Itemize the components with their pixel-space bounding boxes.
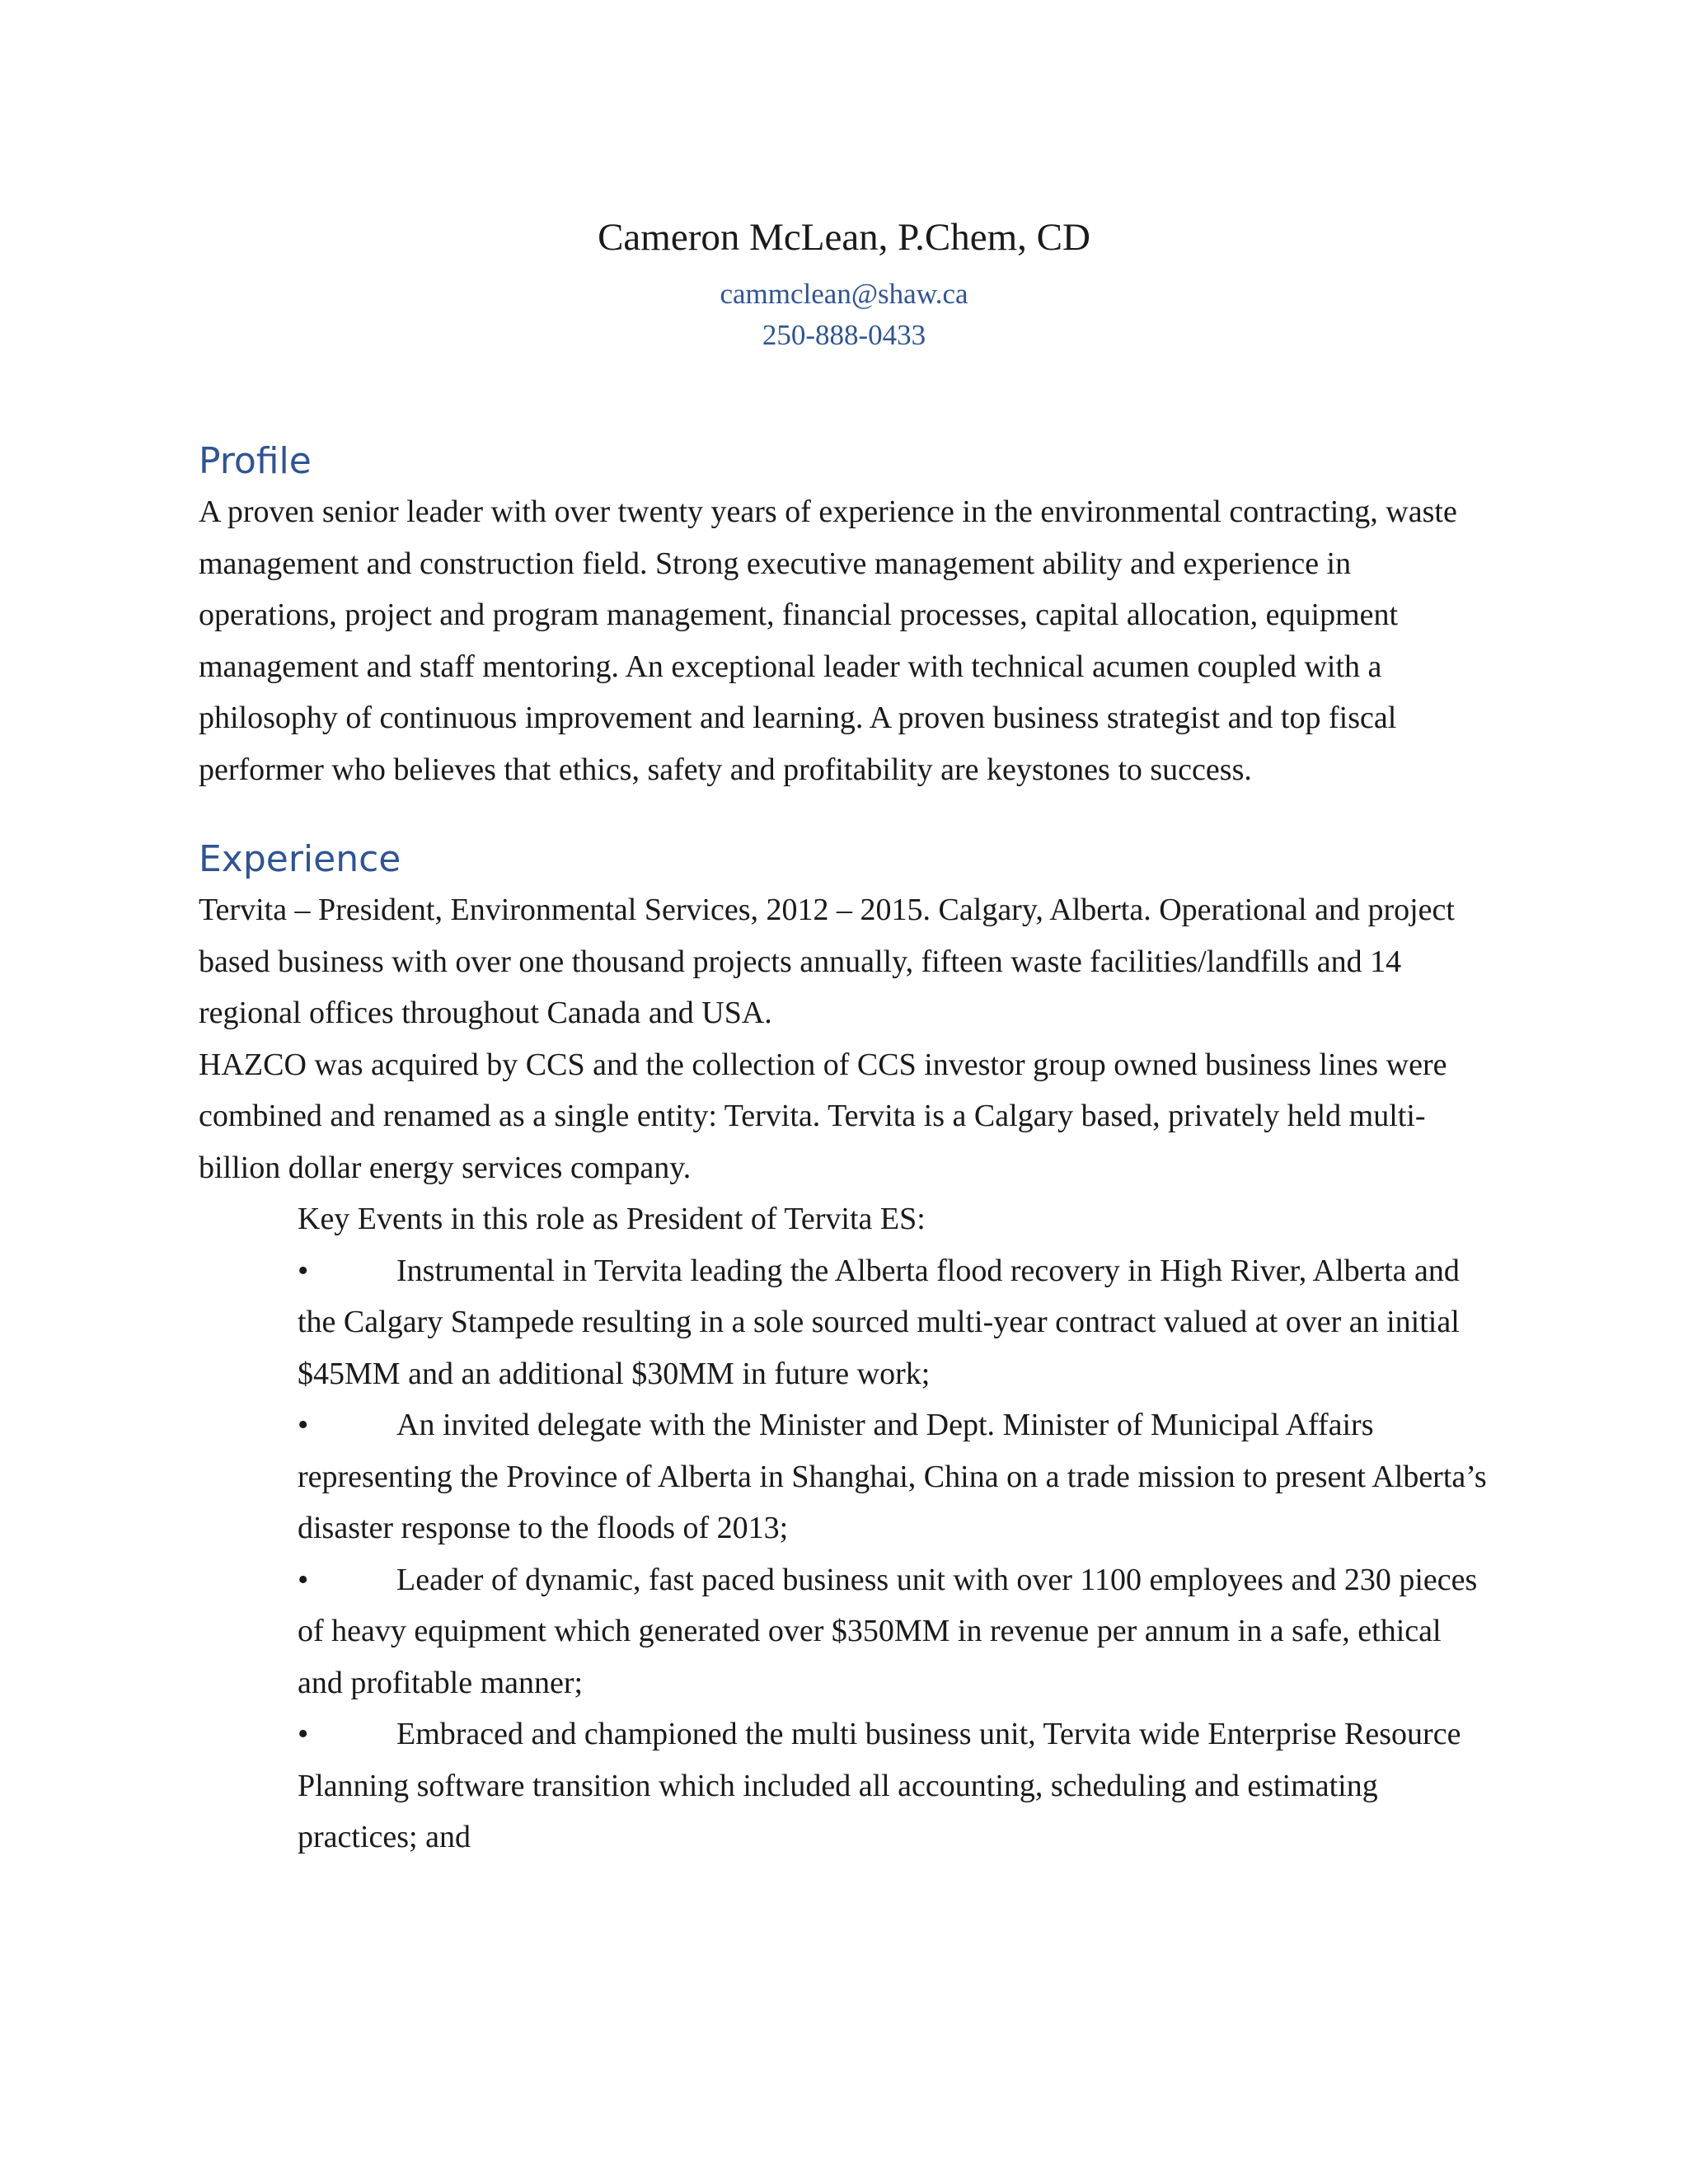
contact-block xyxy=(0,274,1688,356)
key-event-text: An invited delegate with the Minister and Dept. Minister of Municipal Affairs representing the Province of Alberta in Shanghai, China on a trade mission to present Alberta’s disaster response to the floods of 2013; xyxy=(298,1408,1487,1545)
bullet-icon: • xyxy=(298,1562,309,1597)
bullet-icon: • xyxy=(298,1408,309,1442)
key-events-label: Key Events in this role as President of Tervita ES: xyxy=(298,1202,926,1236)
experience-role-text: Tervita – President, Environmental Services, 2012 – 2015. Calgary, Alberta. Operational and project based business with over one thousand projects annually, fifteen waste facilities/landfills and 14 regional offices throughout Canada and USA. xyxy=(199,893,1455,1030)
email-link[interactable]: cammclean@shaw.ca xyxy=(720,278,968,310)
bullet-icon: • xyxy=(298,1253,309,1288)
experience-heading: Experience xyxy=(199,838,401,880)
bullet-icon: • xyxy=(298,1717,309,1751)
section-spacer xyxy=(199,795,1493,835)
list-item xyxy=(298,1554,1493,1709)
key-event-text: Leader of dynamic, fast paced business unit with over 1100 employees and 230 pieces of heavy equipment which generated over $350MM in revenue per annum in a safe, ethical and profitable manner; xyxy=(298,1562,1478,1700)
experience-acquisition-text: HAZCO was acquired by CCS and the collection of CCS investor group owned business lines were combined and renamed as a single entity: Tervita. Tervita is a Calgary based, privately held multi-billion dollar energy services company. xyxy=(199,1047,1447,1185)
phone-number: 250-888-0433 xyxy=(762,319,926,351)
key-event-text: Instrumental in Tervita leading the Alberta flood recovery in High River, Alberta and the Calgary Stampede resulting in a sole sourced multi-year contract valued at over an initial $45MM and an additional $30MM in future work; xyxy=(298,1253,1460,1391)
list-item xyxy=(298,1708,1493,1863)
key-events-block xyxy=(298,1193,1493,1863)
key-event-text: Embraced and championed the multi business unit, Tervita wide Enterprise Resource Planning software transition which included all accounting, scheduling and estimating practices; and xyxy=(298,1717,1461,1854)
profile-heading: Profile xyxy=(199,440,312,482)
list-item xyxy=(298,1245,1493,1400)
candidate-name: Cameron McLean, P.Chem, CD xyxy=(598,216,1090,259)
resume-body xyxy=(199,437,1493,1863)
resume-header xyxy=(0,213,1688,356)
profile-text: A proven senior leader with over twenty years of experience in the environmental contracting, waste management and construction field. Strong executive management ability and experience in operations, project and program management, financial processes, capital allocation, equipment management and staff mentoring. An exceptional leader with technical acumen coupled with a philosophy of continuous improvement and learning. A proven business strategist and top fiscal performer who believes that ethics, safety and profitability are keystones to success. xyxy=(199,494,1457,787)
list-item xyxy=(298,1399,1493,1554)
